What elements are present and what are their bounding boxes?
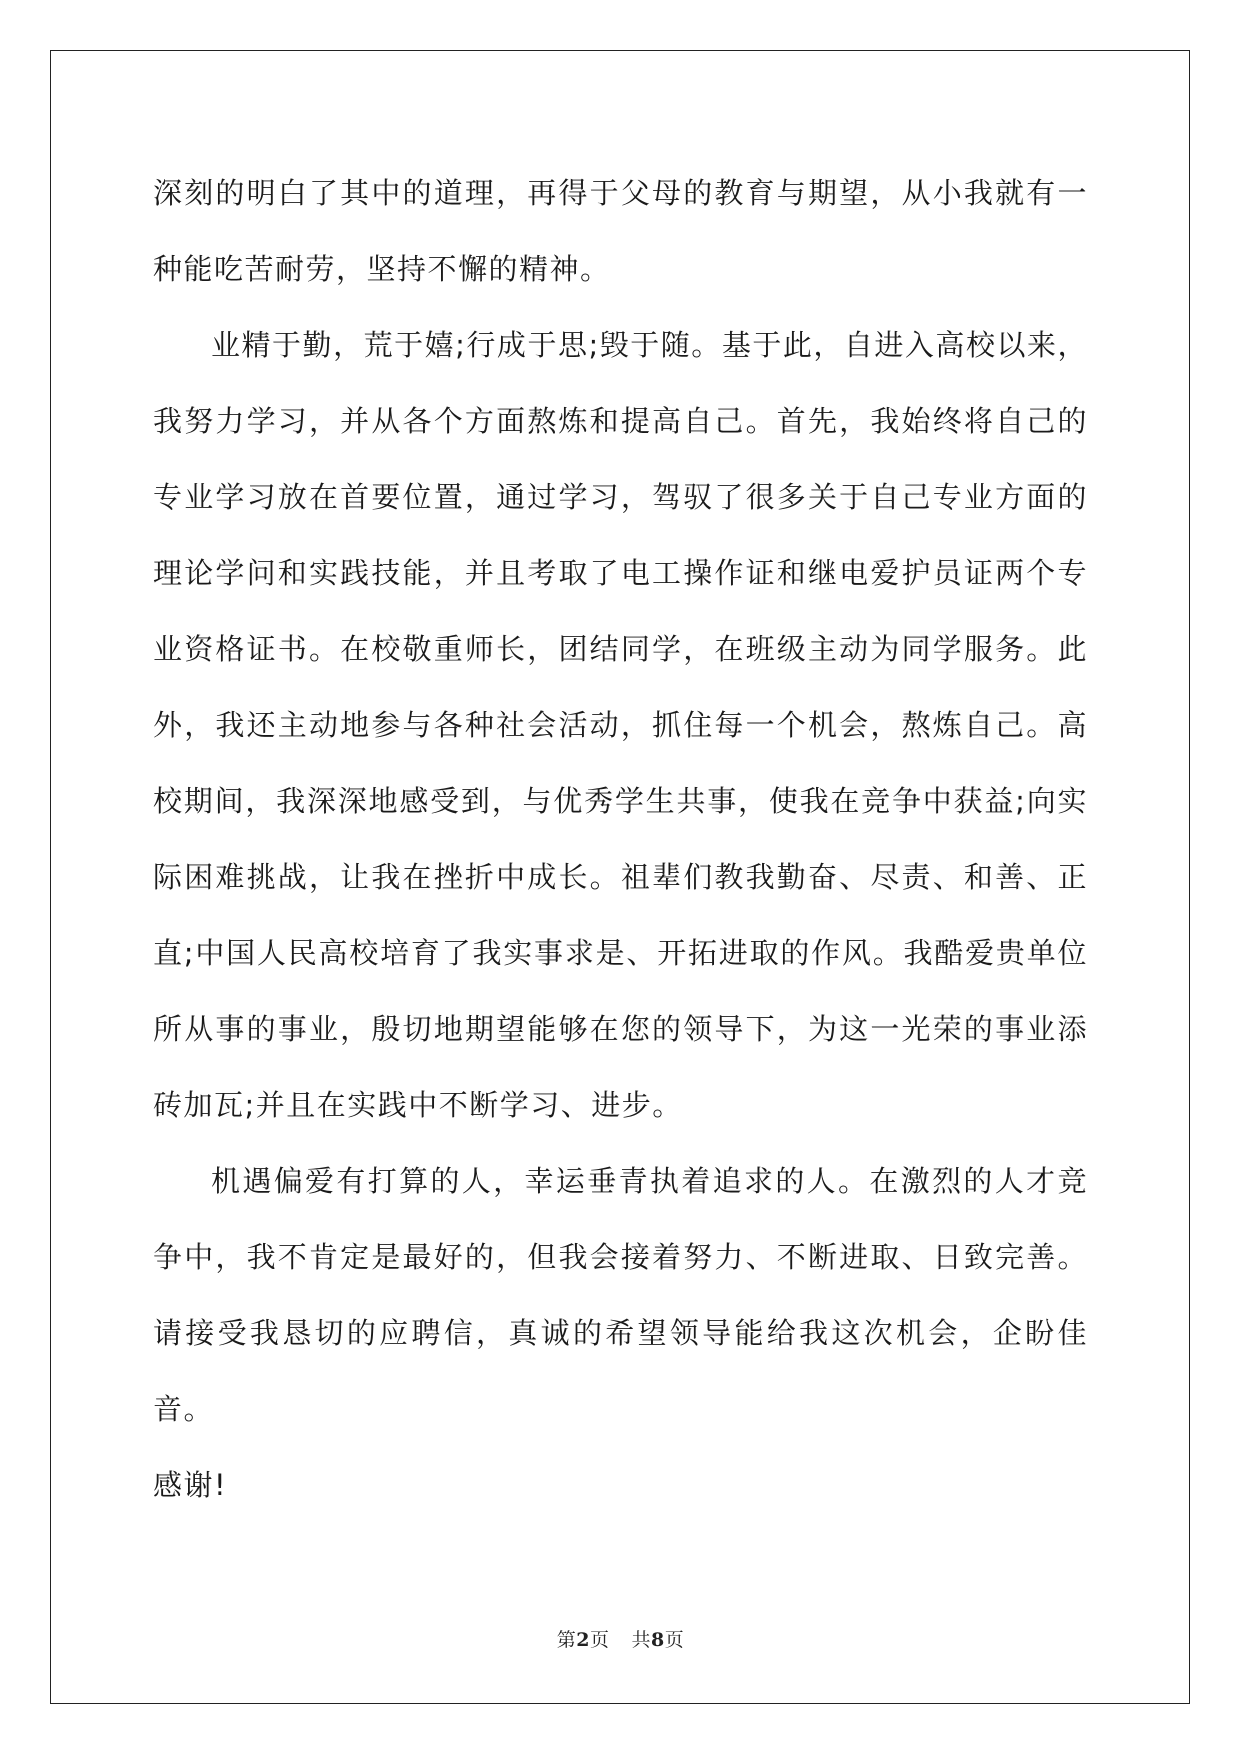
total-suffix: 页: [664, 1629, 685, 1651]
paragraph-continuation: 深刻的明白了其中的道理，再得于父母的教育与期望，从小我就有一种能吃苦耐劳，坚持不懈的精神。: [153, 176, 1088, 286]
paragraph-closing-request: 机遇偏爱有打算的人，幸运垂青执着追求的人。在激烈的人才竞争中，我不肯定是最好的，但我会接着努力、不断进取、日致完善。请接受我恳切的应聘信，真诚的希望领导能给我这次机会，企盼佳音。: [153, 1164, 1088, 1426]
total-prefix: 共: [631, 1629, 652, 1651]
paragraph-thanks: 感谢!: [153, 1468, 228, 1502]
page-suffix: 页: [589, 1629, 610, 1651]
page-prefix: 第: [556, 1629, 577, 1651]
document-body: [153, 155, 1088, 1523]
current-page-number: 2: [576, 1629, 590, 1651]
page-number-footer: [0, 1625, 1241, 1652]
total-page-count: 8: [651, 1629, 665, 1651]
paragraph-study-experience: 业精于勤，荒于嬉;行成于思;毁于随。基于此，自进入高校以来，我努力学习，并从各个方面熬炼和提高自己。首先，我始终将自己的专业学习放在首要位置，通过学习，驾驭了很多关于自己专业方面的理论学问和实践技能，并且考取了电工操作证和继电爱护员证两个专业资格证书。在校敬重师长，团结同学，在班级主动为同学服务。此外，我还主动地参与各种社会活动，抓住每一个机会，熬炼自己。高校期间，我深深地感受到，与优秀学生共事，使我在竞争中获益;向实际困难挑战，让我在挫折中成长。祖辈们教我勤奋、尽责、和善、正直;中国人民高校培育了我实事求是、开拓进取的作风。我酷爱贵单位所从事的事业，殷切地期望能够在您的领导下，为这一光荣的事业添砖加瓦;并且在实践中不断学习、进步。: [153, 328, 1088, 1122]
